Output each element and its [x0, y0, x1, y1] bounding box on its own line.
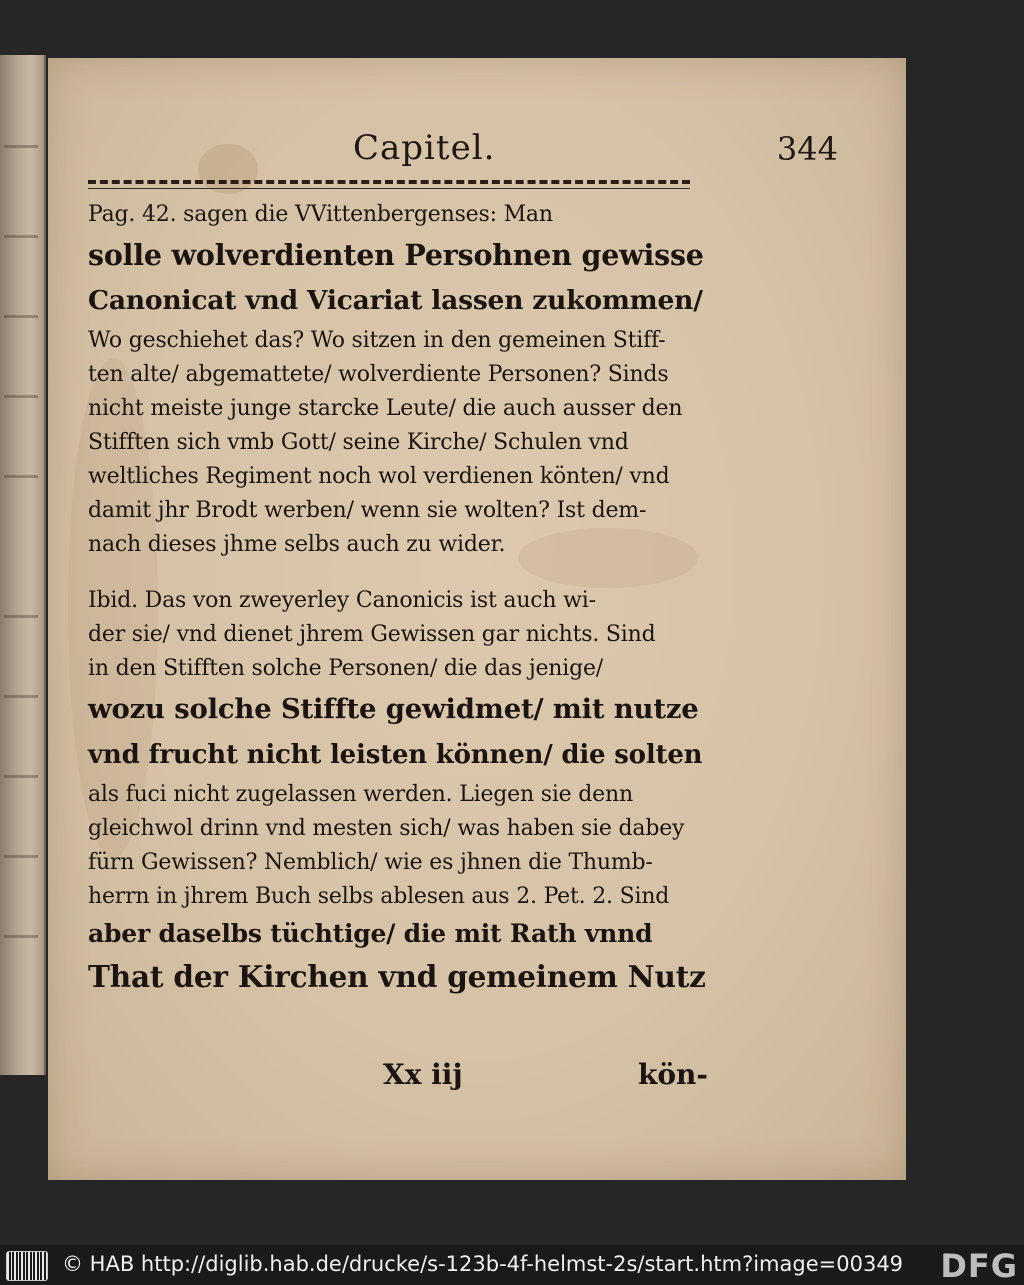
text-line: That der Kirchen vnd gemeinem Nutz	[88, 959, 706, 994]
body-text	[88, 198, 708, 1000]
text-line: Wo geschiehet das? Wo sitzen in den gemeinen Stiff-	[88, 328, 666, 353]
viewer-footer	[0, 1245, 1024, 1285]
catchword: kön-	[637, 1058, 708, 1091]
barcode-icon	[6, 1251, 48, 1281]
text-line: fürn Gewissen? Nemblich/ wie es jhnen die Thumb-	[88, 850, 653, 875]
text-line: als fuci nicht zugelassen werden. Liegen sie denn	[88, 782, 633, 807]
text-line: Pag. 42. sagen die VVittenbergenses: Man	[88, 202, 553, 227]
text-line: damit jhr Brodt werben/ wenn sie wolten? Ist dem-	[88, 498, 647, 523]
copyright-link[interactable]: © HAB http://diglib.hab.de/drucke/s-123b-4f-helmst-2s/start.htm?image=00349	[62, 1252, 904, 1276]
page-header	[88, 128, 848, 188]
book-page	[48, 58, 906, 1180]
text-line: der sie/ vnd dienet jhrem Gewissen gar nichts. Sind	[88, 622, 656, 647]
header-rule-thin	[88, 188, 690, 189]
header-rule	[88, 180, 690, 184]
text-line: aber daselbs tüchtige/ die mit Rath vnnd	[88, 919, 653, 948]
text-line: in den Stifften solche Personen/ die das jenige/	[88, 656, 604, 681]
text-line: nicht meiste junge starcke Leute/ die auch ausser den	[88, 396, 683, 421]
text-line: Canonicat vnd Vicariat lassen zukommen/	[88, 285, 703, 316]
text-line: nach dieses jhme selbs auch zu wider.	[88, 532, 506, 557]
text-line: ten alte/ abgemattete/ wolverdiente Personen? Sinds	[88, 362, 669, 387]
text-line: Stifften sich vmb Gott/ seine Kirche/ Schulen vnd	[88, 430, 629, 455]
text-line: solle wolverdienten Persohnen gewisse	[88, 238, 704, 272]
text-line: weltliches Regiment noch wol verdienen könten/ vnd	[88, 464, 670, 489]
running-head: Capitel.	[353, 128, 496, 168]
page-footer	[88, 1058, 708, 1098]
text-line: vnd frucht nicht leisten können/ die solten	[88, 740, 703, 770]
text-line: herrn in jhrem Buch selbs ablesen aus 2. Pet. 2. Sind	[88, 884, 670, 909]
text-line: Ibid. Das von zweyerley Canonicis ist auch wi-	[88, 588, 596, 613]
page-number: 344	[776, 130, 838, 168]
facing-page-edge	[0, 55, 46, 1075]
text-line: gleichwol drinn vnd mesten sich/ was haben sie dabey	[88, 816, 685, 841]
paragraph-gap	[88, 562, 708, 584]
dfg-logo: DFG	[940, 1247, 1018, 1285]
signature-mark: Xx iij	[383, 1058, 463, 1091]
text-line: wozu solche Stiffte gewidmet/ mit nutze	[88, 693, 699, 725]
